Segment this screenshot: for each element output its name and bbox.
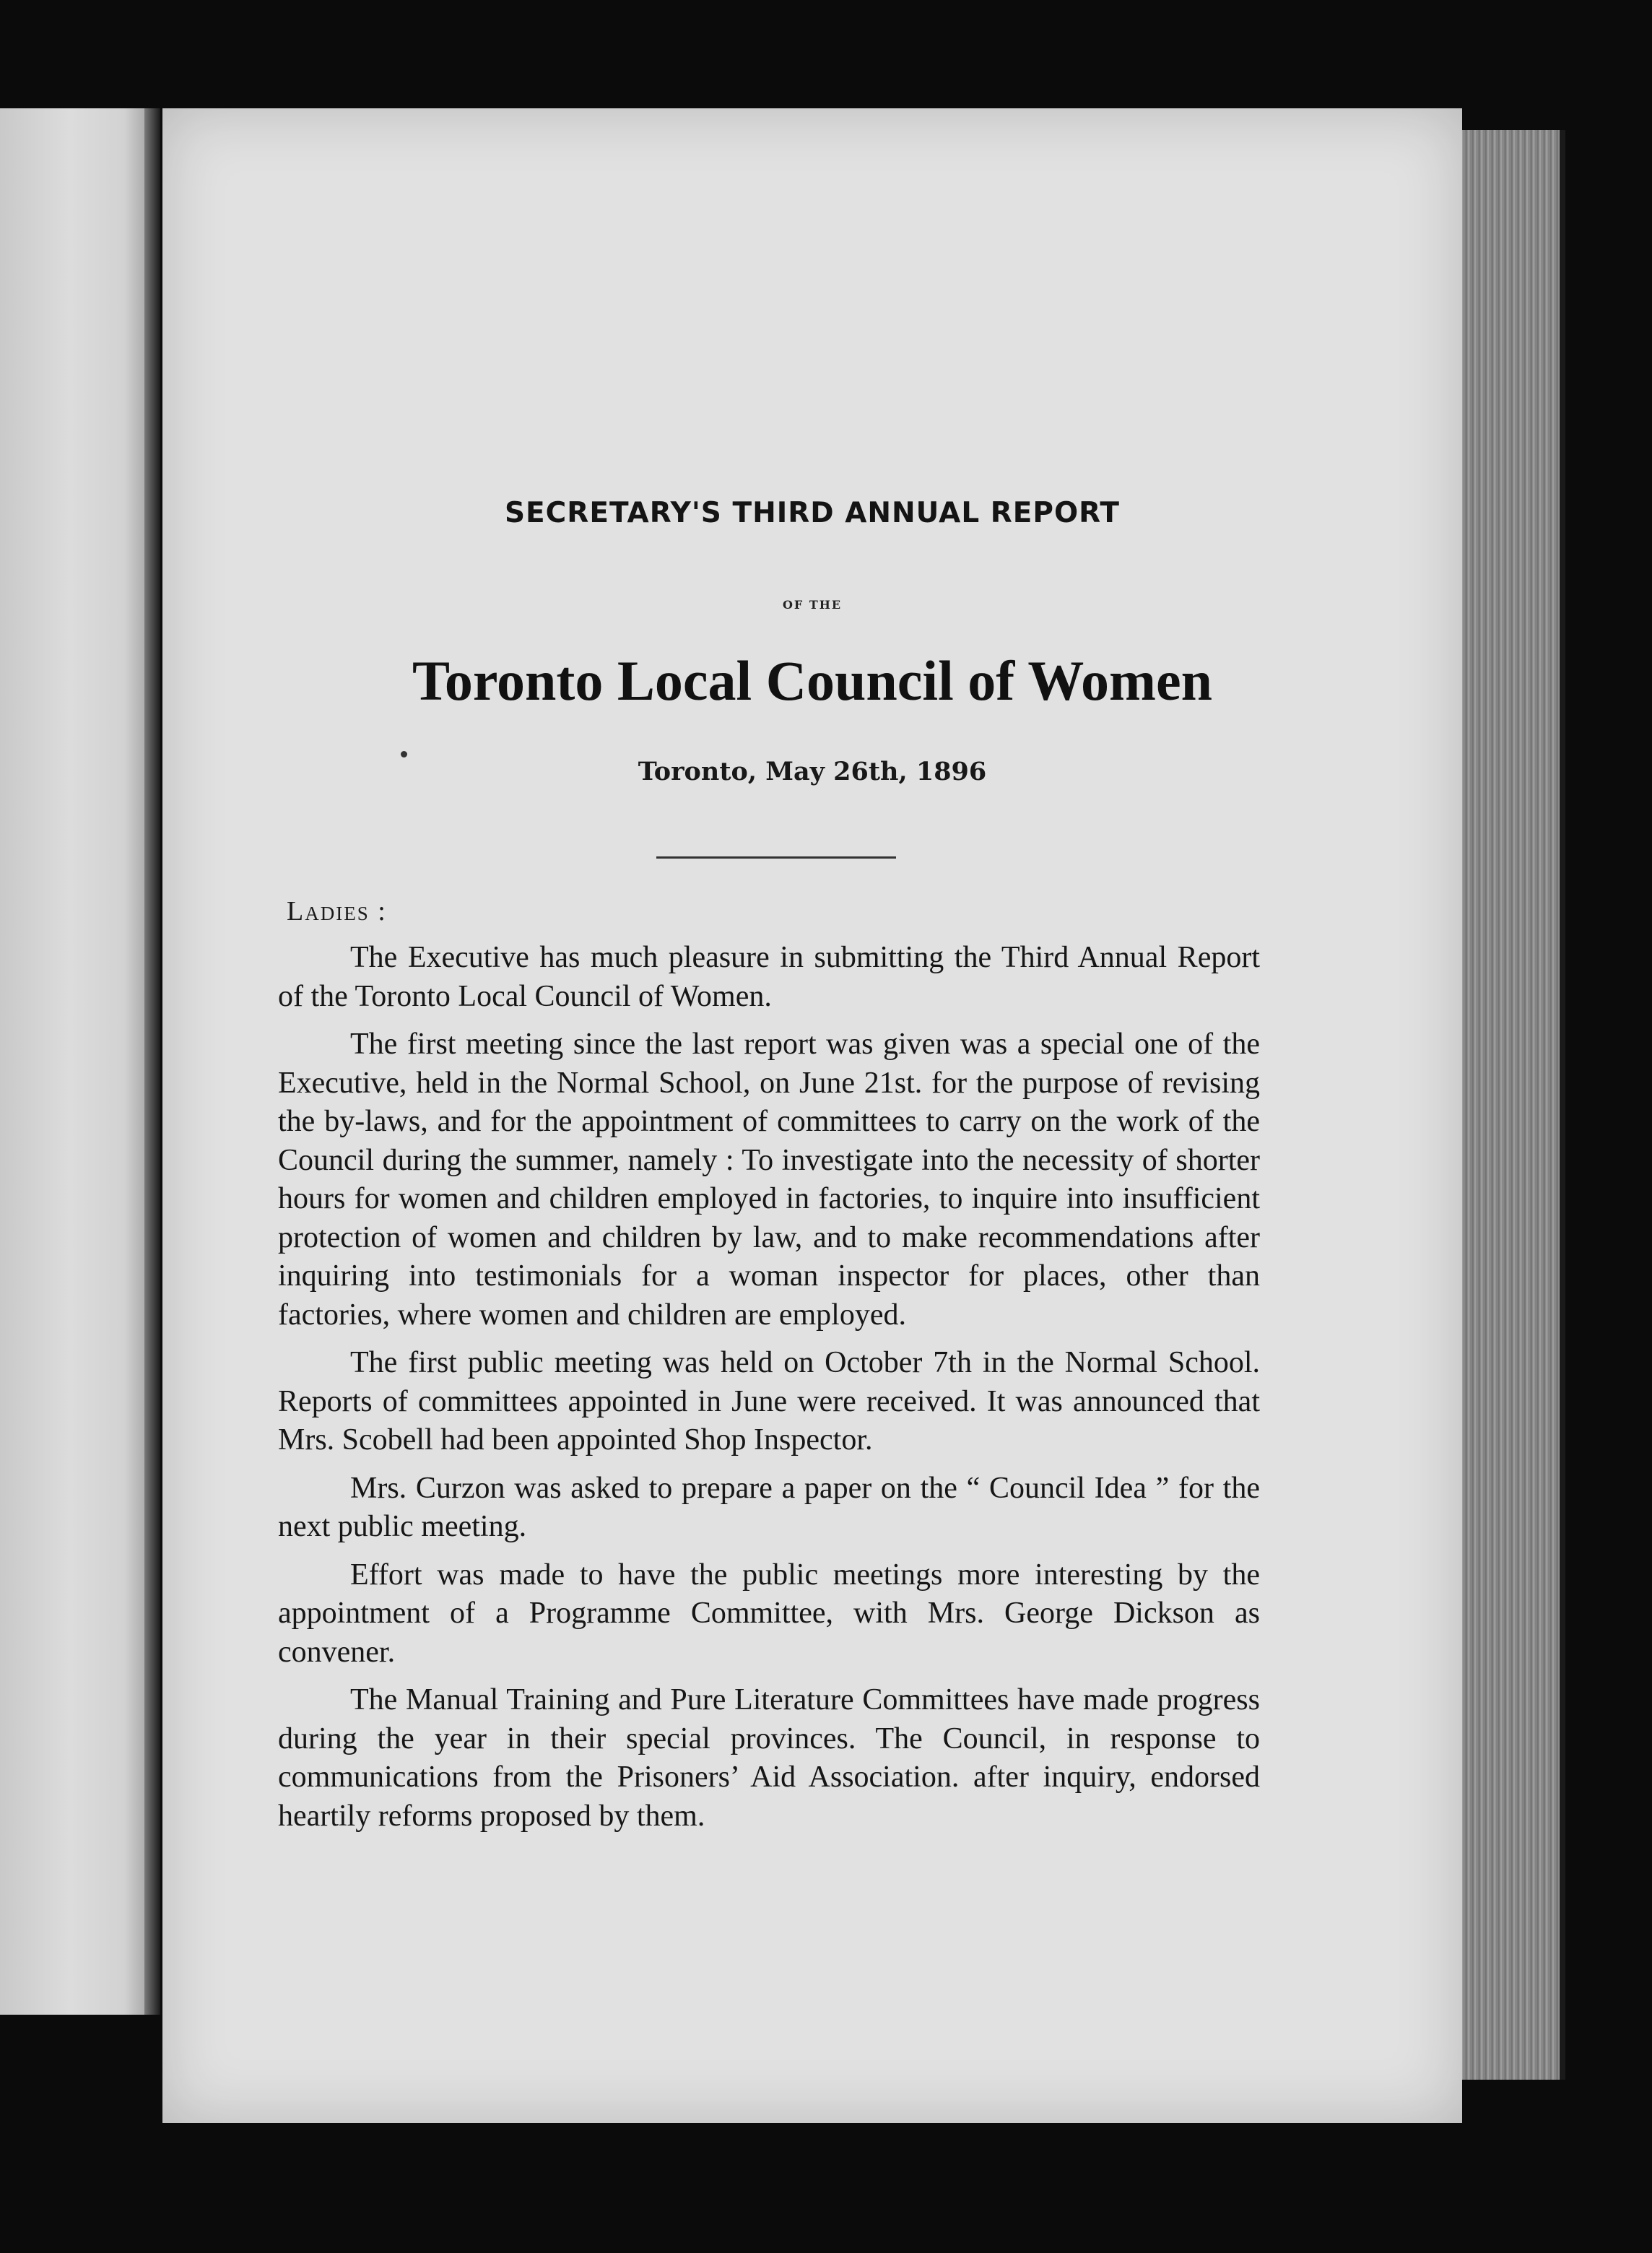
book-page-edges [1451, 130, 1565, 2080]
of-the-label: OF THE [782, 598, 843, 612]
ink-speck [401, 751, 407, 757]
book-gutter [144, 108, 160, 2015]
report-title: SECRETARY'S THIRD ANNUAL REPORT [504, 497, 1121, 529]
paragraph-5: Effort was made to have the public meetings more interesting by the appointment of a Programme Committee, with Mrs. George Dickson as convener. [278, 1558, 1260, 1669]
paragraph-6: The Manual Training and Pure Literature Committees have made progress during the year in their special provinces. The Council, in response to communications from the Prisoners’ Aid Association. after inquiry, endorsed heartily reforms proposed by them. [278, 1683, 1260, 1833]
report-body [278, 939, 1260, 1845]
salutation: Ladies : [287, 896, 387, 926]
title-divider [656, 856, 896, 859]
paragraph-3: The first public meeting was held on October 7th in the Normal School. Reports of committees appointed in June were received. It was announced that Mrs. Scobell had been appointed Shop Inspector. [278, 1346, 1260, 1457]
document-page [162, 108, 1462, 2123]
paragraph-2: The first meeting since the last report was given was a special one of the Executive, held in the Normal School, on June 21st. for the purpose of revising the by-laws, and for the appointment of committees to carry on the work of the Council during the summer, namely : To investigate into the necessity of shorter hours for women and children employed in factories, to inquire into insufficient protection of women and children by law, and to make recommendations after inquiring into testimonials for a woman inspector for places, other than factories, where women and children are employed. [278, 1028, 1260, 1332]
paragraph-4: Mrs. Curzon was asked to prepare a paper on the “ Council Idea ” for the next public meeting. [278, 1471, 1260, 1543]
organization-name: Toronto Local Council of Women [412, 649, 1213, 712]
dateline: Toronto, May 26th, 1896 [638, 757, 987, 786]
left-page-margin [0, 108, 155, 2015]
paragraph-1: The Executive has much pleasure in submitting the Third Annual Report of the Toronto Local Council of Women. [278, 941, 1260, 1013]
